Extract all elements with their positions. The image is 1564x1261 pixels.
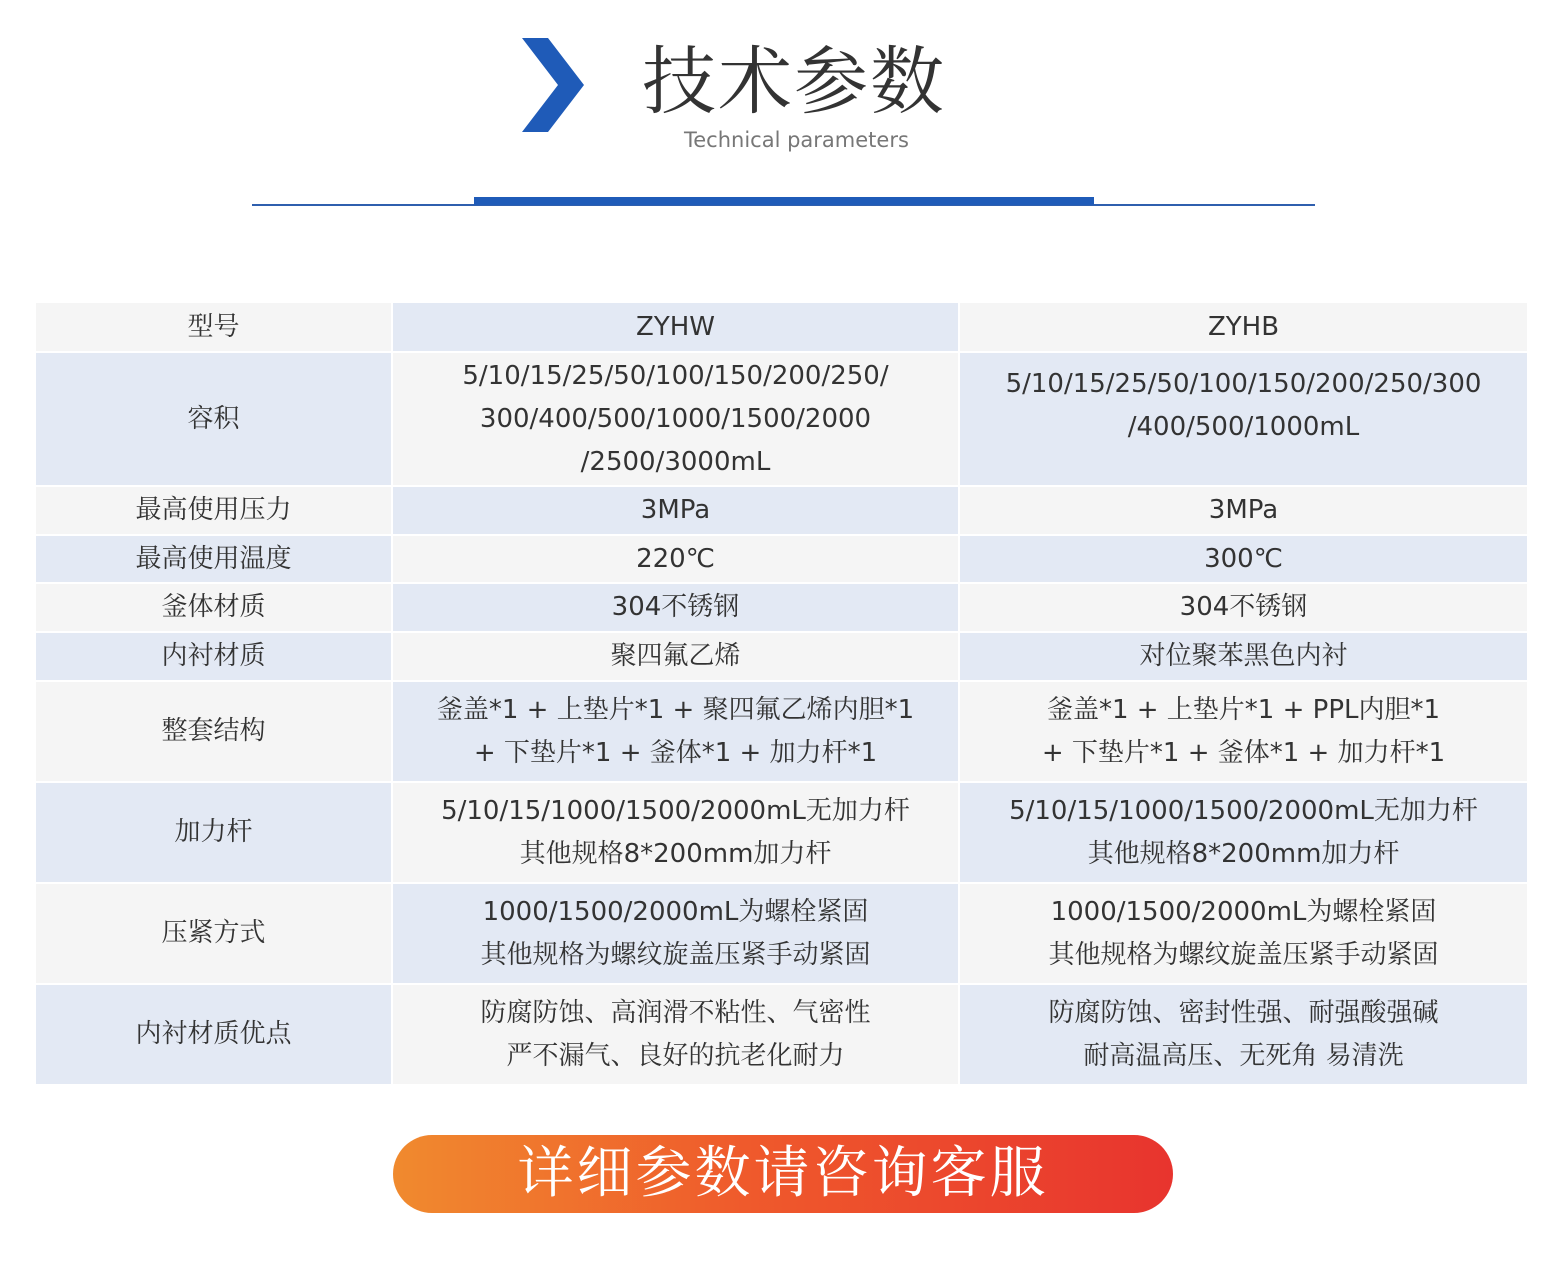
- row-label: 型号: [36, 303, 392, 352]
- table-row: [36, 535, 1527, 583]
- table-row: [36, 352, 1527, 486]
- cell-zyhw: 釜盖*1 + 上垫片*1 + 聚四氟乙烯内胆*1 + 下垫片*1 + 釜体*1 + 加力杆*1: [392, 681, 959, 782]
- page-title: 技术参数: [642, 39, 946, 125]
- table-row: [36, 486, 1527, 535]
- row-label: 釜体材质: [36, 583, 392, 632]
- page-subtitle: Technical parameters: [684, 128, 909, 152]
- cell-zyhb: 300℃: [959, 535, 1527, 583]
- row-label: 整套结构: [36, 681, 392, 782]
- cell-zyhb: 对位聚苯黑色内衬: [959, 632, 1527, 681]
- row-label: 压紧方式: [36, 883, 392, 984]
- table-header-row: [36, 303, 1527, 352]
- table-row: [36, 583, 1527, 632]
- cell-zyhw: 220℃: [392, 535, 959, 583]
- cell-zyhb: 5/10/15/25/50/100/150/200/250/300 /400/500/1000mL: [959, 352, 1527, 486]
- row-label: 加力杆: [36, 782, 392, 883]
- cell-zyhw: 5/10/15/1000/1500/2000mL无加力杆 其他规格8*200mm加力杆: [392, 782, 959, 883]
- cell-zyhw: 5/10/15/25/50/100/150/200/250/ 300/400/500/1000/1500/2000 /2500/3000mL: [392, 352, 959, 486]
- contact-service-button[interactable]: [393, 1135, 1173, 1213]
- cell-zyhb: 304不锈钢: [959, 583, 1527, 632]
- table-row: [36, 883, 1527, 984]
- model-zyhb: ZYHB: [959, 303, 1527, 352]
- divider-accent: [474, 197, 1094, 205]
- row-label: 内衬材质优点: [36, 984, 392, 1085]
- cell-zyhw: 聚四氟乙烯: [392, 632, 959, 681]
- table-row: [36, 984, 1527, 1085]
- spec-table: [36, 303, 1527, 1086]
- cell-zyhb: 釜盖*1 + 上垫片*1 + PPL内胆*1 + 下垫片*1 + 釜体*1 + 加力杆*1: [959, 681, 1527, 782]
- row-label: 最高使用温度: [36, 535, 392, 583]
- row-label: 内衬材质: [36, 632, 392, 681]
- contact-service-label: 详细参数请咨询客服: [517, 1141, 1049, 1206]
- cell-zyhw: 304不锈钢: [392, 583, 959, 632]
- chevron-right-icon: [522, 38, 584, 132]
- cell-zyhw: 3MPa: [392, 486, 959, 535]
- table-row: [36, 782, 1527, 883]
- cell-zyhw: 1000/1500/2000mL为螺栓紧固 其他规格为螺纹旋盖压紧手动紧固: [392, 883, 959, 984]
- table-row: [36, 681, 1527, 782]
- row-label: 最高使用压力: [36, 486, 392, 535]
- cell-zyhb: 1000/1500/2000mL为螺栓紧固 其他规格为螺纹旋盖压紧手动紧固: [959, 883, 1527, 984]
- cell-zyhb: 5/10/15/1000/1500/2000mL无加力杆 其他规格8*200mm加力杆: [959, 782, 1527, 883]
- cell-zyhw: 防腐防蚀、高润滑不粘性、气密性 严不漏气、良好的抗老化耐力: [392, 984, 959, 1085]
- row-label: 容积: [36, 352, 392, 486]
- model-zyhw: ZYHW: [392, 303, 959, 352]
- cell-zyhb: 防腐防蚀、密封性强、耐强酸强碱 耐高温高压、无死角 易清洗: [959, 984, 1527, 1085]
- cell-zyhb: 3MPa: [959, 486, 1527, 535]
- table-row: [36, 632, 1527, 681]
